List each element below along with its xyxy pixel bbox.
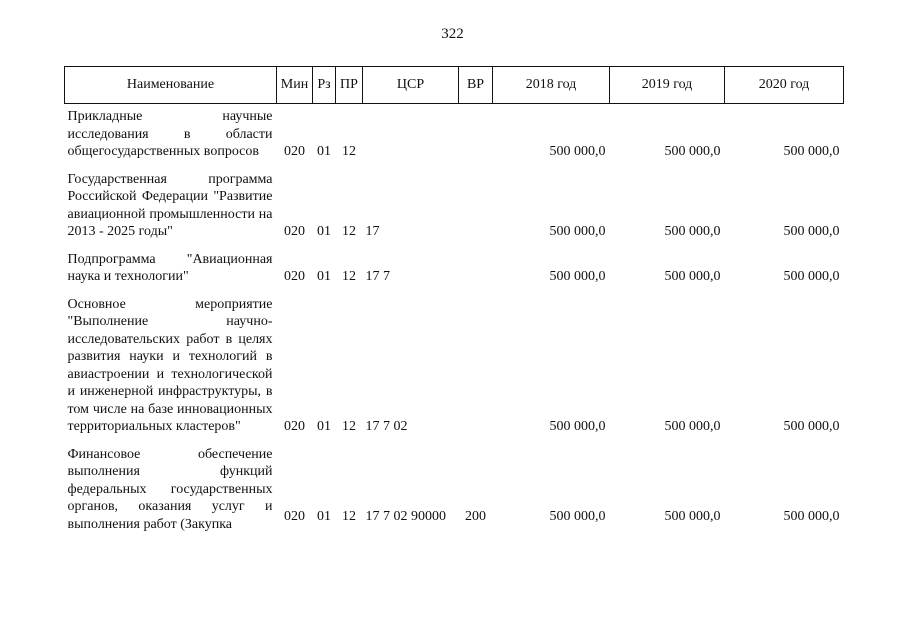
- row-2020: 500 000,0: [783, 269, 840, 284]
- header-2020: 2020 год: [725, 67, 844, 104]
- row-vr: [459, 241, 493, 286]
- row-2019: 500 000,0: [664, 508, 721, 524]
- row-pr: 12: [342, 508, 356, 524]
- row-2018: 500 000,0: [549, 144, 606, 159]
- row-rz: 01: [317, 269, 331, 284]
- row-rz: 01: [317, 144, 331, 159]
- row-vr: 200: [465, 508, 486, 524]
- page-number: 322: [441, 26, 464, 42]
- row-pr: 12: [342, 419, 356, 434]
- row-csr: 17 7 02: [365, 419, 408, 434]
- header-min: Мин: [277, 67, 313, 104]
- row-csr: 17 7 02 90000: [365, 508, 446, 524]
- row-csr: [363, 104, 459, 161]
- row-name: Подпрограмма "Авиационная наука и технологии": [67, 251, 273, 284]
- table-row: [65, 436, 844, 534]
- row-name: Прикладные научные исследования в области общегосударственных вопросов: [67, 109, 273, 159]
- row-csr: 17: [365, 224, 380, 239]
- row-2020: 500 000,0: [783, 419, 840, 434]
- row-min: 020: [284, 269, 305, 284]
- row-2018: 500 000,0: [549, 508, 606, 524]
- row-2020: 500 000,0: [783, 508, 840, 524]
- row-2019: 500 000,0: [664, 419, 721, 434]
- table-row: [65, 241, 844, 286]
- table-header-row: [65, 67, 844, 104]
- header-2018: 2018 год: [493, 67, 610, 104]
- row-2018: 500 000,0: [549, 419, 606, 434]
- row-2019: 500 000,0: [664, 224, 721, 239]
- row-rz: 01: [317, 508, 331, 524]
- row-name: Основное мероприятие "Выполнение научно-исследовательских работ в целях развития науки и технологий в авиастроении и технологической и инженерной инфраструктуры, в том числе на базе инновационных территориальных кластеров": [67, 296, 273, 434]
- row-vr: [459, 286, 493, 436]
- row-vr: [459, 104, 493, 161]
- header-vr: ВР: [459, 67, 493, 104]
- table-row: [65, 104, 844, 161]
- row-vr: [459, 161, 493, 241]
- row-min: 020: [284, 144, 305, 159]
- row-csr: 17 7: [365, 269, 390, 284]
- table-row: [65, 161, 844, 241]
- row-pr: 12: [342, 269, 356, 284]
- row-name: Государственная программа Российской Федерации "Развитие авиационной промышленности на 2013 - 2025 годы": [67, 171, 273, 239]
- row-2018: 500 000,0: [549, 224, 606, 239]
- row-2019: 500 000,0: [664, 269, 721, 284]
- row-rz: 01: [317, 224, 331, 239]
- header-pr: ПР: [336, 67, 363, 104]
- row-min: 020: [284, 508, 305, 524]
- header-2019: 2019 год: [610, 67, 725, 104]
- header-name: Наименование: [65, 67, 277, 104]
- header-rz: Рз: [313, 67, 336, 104]
- row-min: 020: [284, 224, 305, 239]
- budget-table: [64, 66, 844, 533]
- row-2018: 500 000,0: [549, 269, 606, 284]
- table-row: [65, 286, 844, 436]
- row-pr: 12: [342, 144, 356, 159]
- header-csr: ЦСР: [363, 67, 459, 104]
- row-2019: 500 000,0: [664, 144, 721, 159]
- row-rz: 01: [317, 419, 331, 434]
- row-name: Финансовое обеспечение выполнения функций федеральных государственных органов, оказания услуг и выполнения работ (Закупка: [67, 446, 273, 532]
- row-pr: 12: [342, 224, 356, 239]
- row-2020: 500 000,0: [783, 144, 840, 159]
- row-2020: 500 000,0: [783, 224, 840, 239]
- row-min: 020: [284, 419, 305, 434]
